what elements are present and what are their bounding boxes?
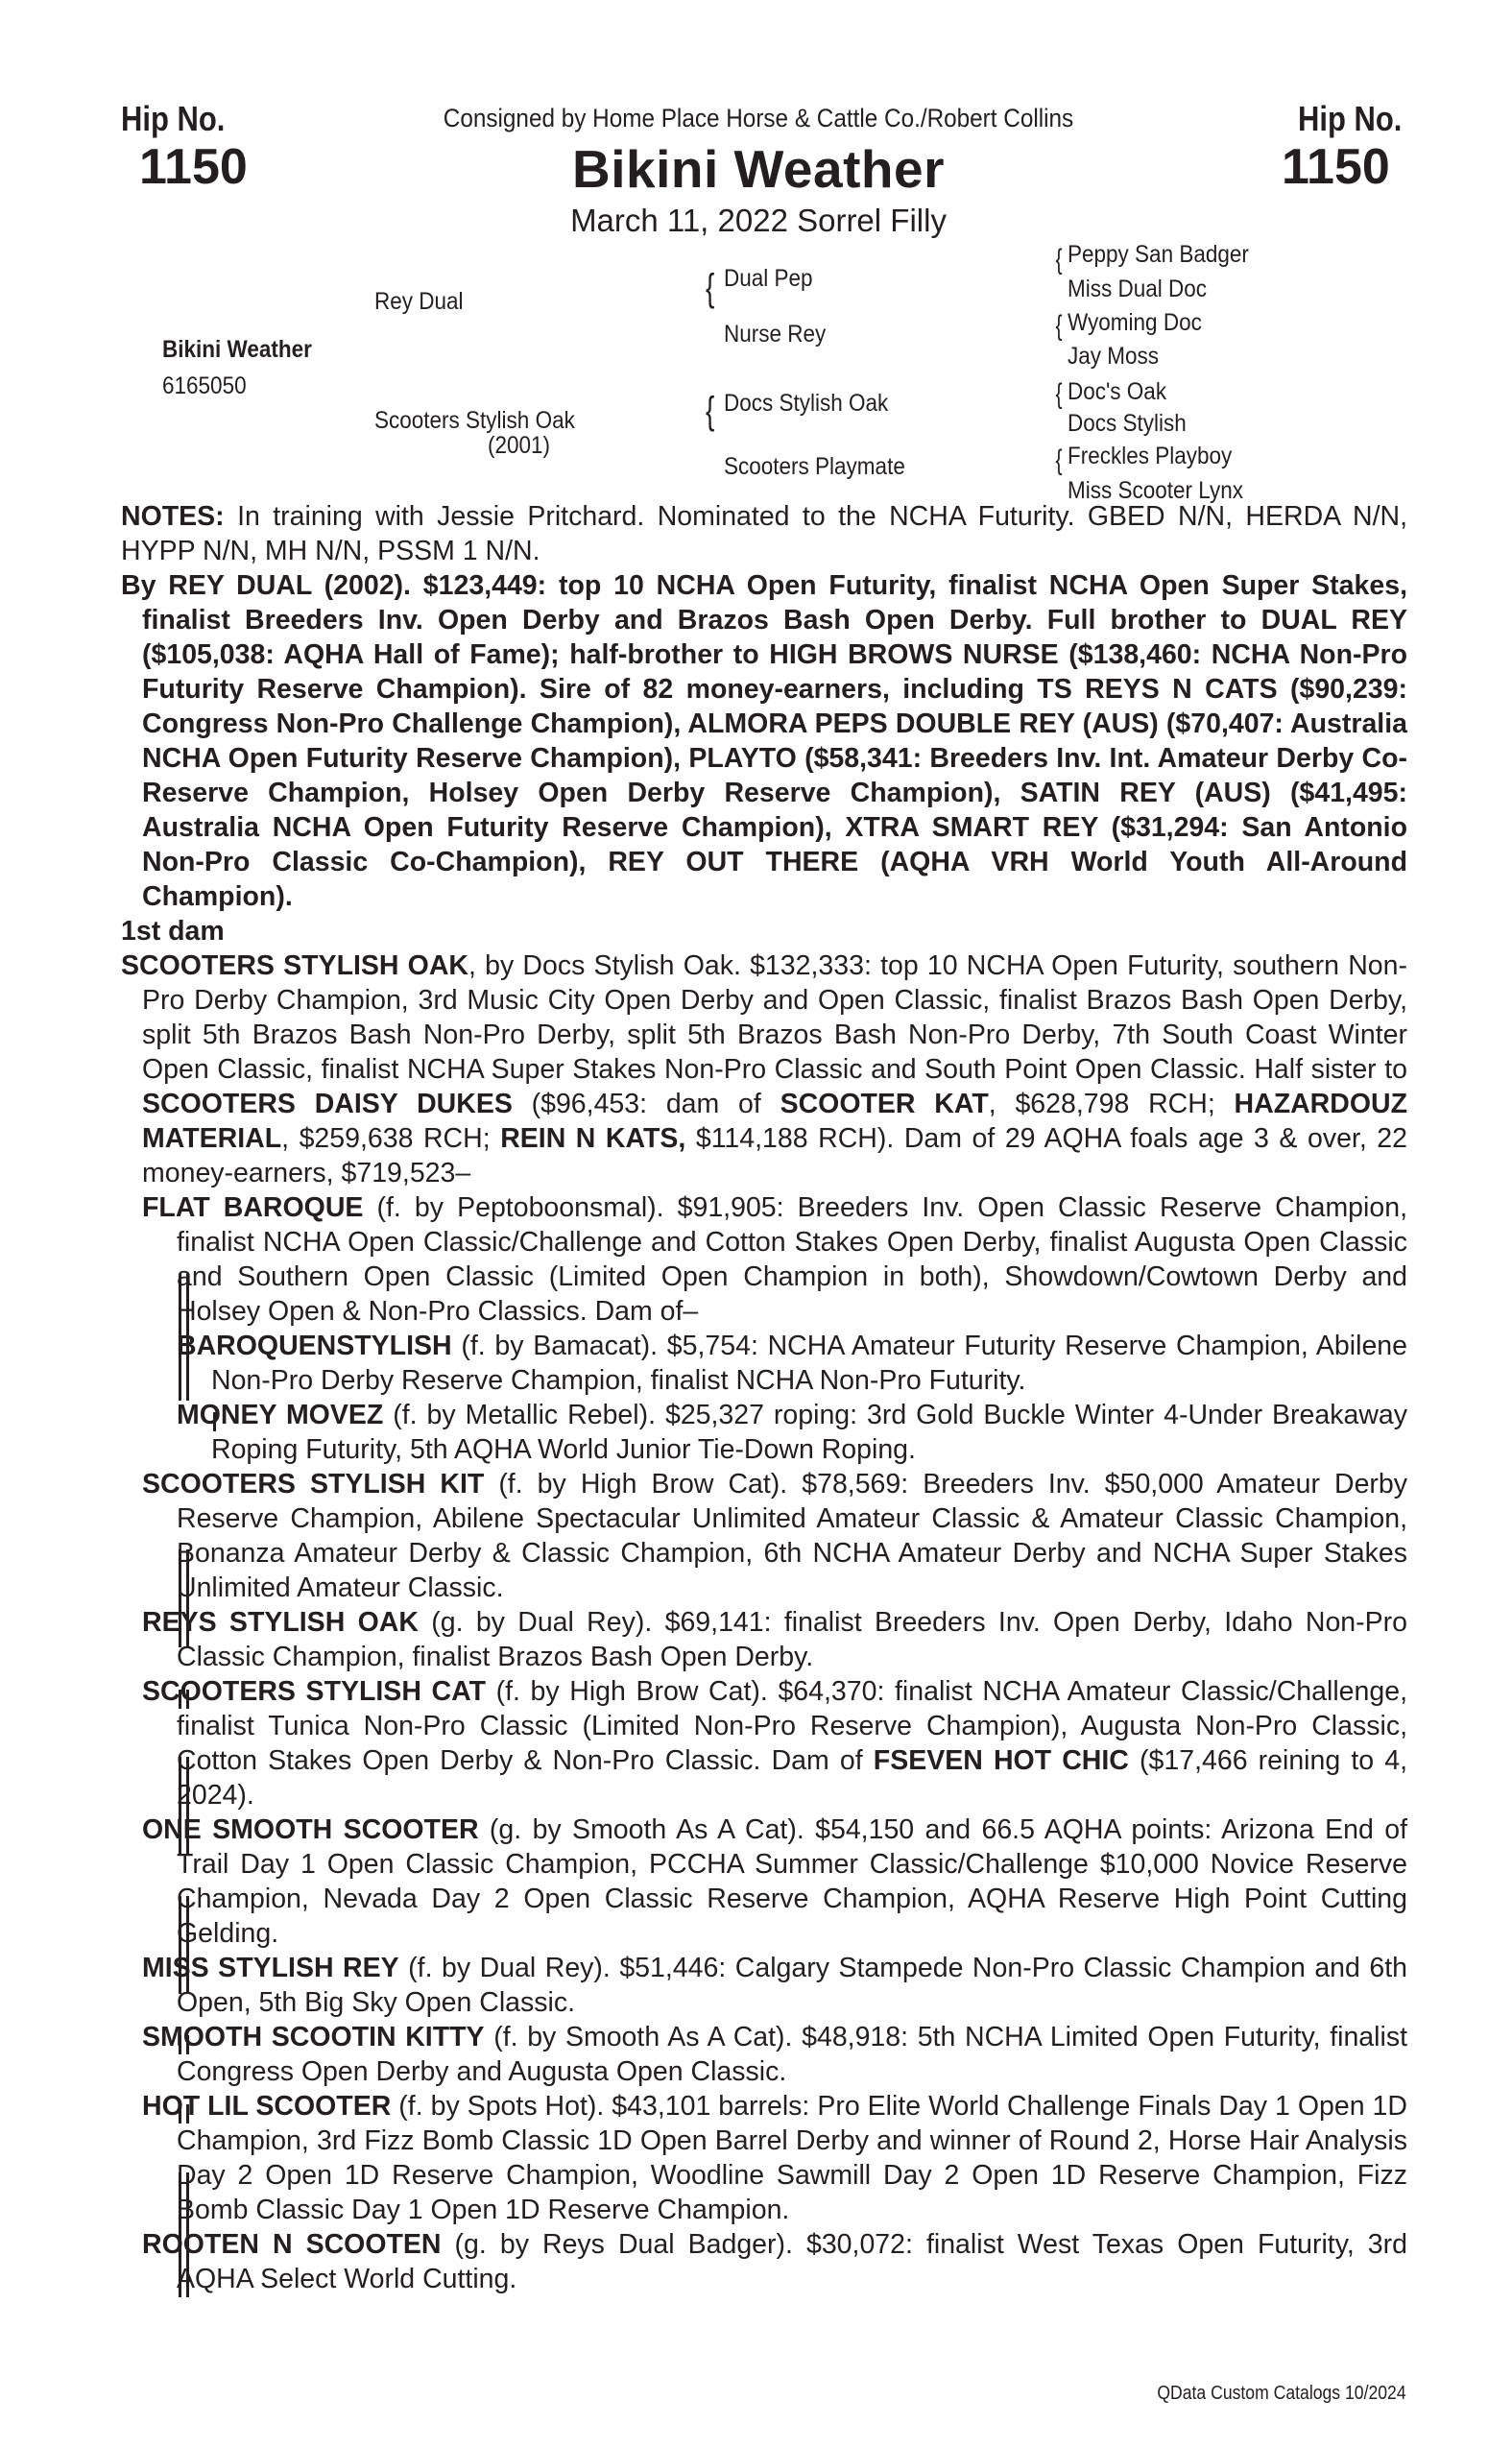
- pedigree-g4: Jay Moss: [1068, 343, 1160, 370]
- notes-text: In training with Jessie Pritchard. Nominated to the NCHA Futurity. GBED N/N, HERDA N/N, HYPP N/N, MH N/N, PSSM 1 N/N.: [121, 501, 1408, 566]
- pedigree-dam-dam: Scooters Playmate: [724, 453, 905, 480]
- pedigree-horse-name: Bikini Weather: [162, 336, 312, 363]
- pedigree-sire-dam: Nurse Rey: [724, 321, 827, 348]
- offspring-entry: [121, 1812, 1407, 1951]
- sire-paragraph: By REY DUAL (2002). $123,449: top 10 NCHA Open Futurity, finalist NCHA Open Super Stakes, finalist Breeders Inv. Open Derby and Brazos Bash Open Derby. Full brother to DUAL REY ($105,038: AQHA Hall of Fame); half-brother to HIGH BROWS NURSE ($138,460: NCHA Non-Pro Futurity Reserve Champion). Sire of 82 money-earners, including TS REYS N CATS ($90,239: Congress Non-Pro Challenge Champion), ALMORA PEPS DOUBLE REY (AUS) ($70,407: Australia NCHA Open Futurity Reserve Champion), PLAYTO ($58,341: Breeders Inv. Int. Amateur Derby Co-Reserve Champion, Holsey Open Derby Reserve Champion), SATIN REY (AUS) ($41,495: Australia NCHA Open Futurity Reserve Champion), XTRA SMART REY ($31,294: San Antonio Non-Pro Classic Co-Champion), REY OUT THERE (AQHA VRH World Youth All-Around Champion).: [121, 570, 1407, 912]
- offspring-record: (g. by Reys Dual Badger). $30,072: finalist West Texas Open Futurity, 3rd AQHA Select World Cutting.: [177, 2229, 1408, 2294]
- offspring-entry: [121, 2020, 1407, 2089]
- first-dam-text: $114,188 RCH). Dam of 29 AQHA foals age 3 & over, 22 money-earners, $719,523–: [142, 1123, 1407, 1188]
- pedigree-g5: Doc's Oak: [1068, 378, 1167, 405]
- offspring-record: (f. by Bamacat). $5,754: NCHA Amateur Futurity Reserve Champion, Abilene Non-Pro Derby Reserve Champion, finalist NCHA Non-Pro Futurity.: [211, 1331, 1407, 1396]
- pedigree-sire: Rey Dual: [374, 288, 464, 315]
- first-dam-name: SCOOTERS STYLISH OAK: [121, 950, 469, 981]
- offspring-entry: [121, 1467, 1407, 1605]
- offspring-entry: [121, 1605, 1407, 1674]
- pedigree-dam-sire: Docs Stylish Oak: [724, 390, 889, 417]
- pedigree-g1: Peppy San Badger: [1068, 241, 1249, 268]
- pedigree-g3: Wyoming Doc: [1068, 309, 1202, 336]
- half-sister-name: SCOOTERS DAISY DUKES: [142, 1089, 513, 1119]
- notes-label: NOTES:: [121, 501, 225, 532]
- offspring-entry: [121, 1674, 1407, 1812]
- notes-paragraph: [121, 499, 1407, 568]
- offspring-record: (f. by Spots Hot). $43,101 barrels: Pro Elite World Challenge Finals Day 1 Open 1D Champion, 3rd Fizz Bomb Classic 1D Open Barrel Derby and winner of Round 2, Horse Hair Analysis Day 2 Open 1D Reserve Champion, Woodline Sawmill Day 2 Open 1D Reserve Champion, Fizz Bomb Classic Day 1 Open 1D Reserve Champion.: [177, 2091, 1407, 2225]
- brace-icon: {: [1055, 310, 1063, 342]
- offspring-record: (f. by Peptoboonsmal). $91,905: Breeders Inv. Open Classic Reserve Champion, finalist NCHA Open Classic/Challenge and Cotton Stakes Open Derby, finalist Augusta Open Classic and Southern Open Classic (Limited Open Champion in both), Showdown/Cowtown Derby and Holsey Open & Non-Pro Classics. Dam of–: [177, 1192, 1407, 1327]
- offspring-name: BAROQUENSTYLISH: [177, 1331, 452, 1361]
- granddam-produce-entry: [121, 1329, 1407, 1398]
- first-dam-text: , $259,638 RCH;: [281, 1123, 501, 1154]
- offspring-record: ($17,466 reining to 4, 2024).: [177, 1745, 1408, 1811]
- brace-icon: {: [706, 267, 715, 309]
- produce-name: HAZARDOUZ MATERIAL: [142, 1089, 1408, 1154]
- hip-number-left: 1150: [139, 139, 248, 195]
- offspring-produce-name: FSEVEN HOT CHIC: [873, 1745, 1129, 1776]
- offspring-name: SMOOTH SCOOTIN KITTY: [142, 2022, 485, 2052]
- registration-number: 6165050: [162, 372, 247, 399]
- offspring-record: (f. by High Brow Cat). $64,370: finalist NCHA Amateur Classic/Challenge, finalist Tunica Non-Pro Classic (Limited Non-Pro Reserve Champion), Augusta Non-Pro Classic, Cotton Stakes Open Derby & Non-Pro Classic. Dam of: [177, 1676, 1407, 1776]
- horse-name-title: Bikini Weather: [571, 139, 946, 199]
- pedigree-dam: Scooters Stylish Oak: [374, 407, 575, 434]
- first-dam-text: , by Docs Stylish Oak. $132,333: top 10 NCHA Open Futurity, southern Non-Pro Derby Champion, 3rd Music City Open Derby and Open Classic, finalist Brazos Bash Open Derby, split 5th Brazos Bash Non-Pro Derby, split 5th Brazos Bash Non-Pro Derby, 7th South Coast Winter Open Classic, finalist NCHA Super Stakes Non-Pro Classic and South Point Open Classic. Half sister to: [142, 950, 1407, 1085]
- offspring-record: (f. by High Brow Cat). $78,569: Breeders Inv. $50,000 Amateur Derby Reserve Champion, Abilene Spectacular Unlimited Amateur Classic & Amateur Classic Champion, Bonanza Amateur Derby & Classic Champion, 6th NCHA Amateur Derby and NCHA Super Stakes Unlimited Amateur Classic.: [177, 1469, 1408, 1603]
- consignor-line: Consigned by Home Place Horse & Cattle Co./Robert Collins: [443, 104, 1074, 132]
- brace-icon: {: [1055, 378, 1063, 410]
- footer-credit: QData Custom Catalogs 10/2024: [1157, 2383, 1406, 2404]
- catalog-body: [121, 499, 1407, 2296]
- offspring-record: (f. by Dual Rey). $51,446: Calgary Stampede Non-Pro Classic Champion and 6th Open, 5th Big Sky Open Classic.: [177, 1953, 1408, 2018]
- brace-icon: {: [1055, 244, 1063, 276]
- offspring-record: (g. by Dual Rey). $69,141: finalist Breeders Inv. Open Derby, Idaho Non-Pro Classic Champion, finalist Brazos Bash Open Derby.: [177, 1607, 1408, 1672]
- offspring-record: (f. by Smooth As A Cat). $48,918: 5th NCHA Limited Open Futurity, finalist Congress Open Derby and Augusta Open Classic.: [177, 2022, 1407, 2087]
- granddam-produce-entry: [121, 1398, 1407, 1467]
- offspring-name: ONE SMOOTH SCOOTER: [142, 1814, 479, 1845]
- offspring-name: SCOOTERS STYLISH CAT: [142, 1676, 486, 1707]
- offspring-name: REYS STYLISH OAK: [142, 1607, 419, 1638]
- offspring-record: (g. by Smooth As A Cat). $54,150 and 66.5 AQHA points: Arizona End of Trail Day 1 Open Classic Champion, PCCHA Summer Classic/Challenge $10,000 Novice Reserve Champion, Nevada Day 2 Open Classic Reserve Champion, AQHA Reserve High Point Cutting Gelding.: [177, 1814, 1407, 1949]
- first-dam-paragraph: [121, 948, 1407, 1190]
- offspring-name: MONEY MOVEZ: [177, 1400, 384, 1430]
- offspring-name: FLAT BAROQUE: [142, 1192, 364, 1223]
- offspring-name: ROOTEN N SCOOTEN: [142, 2229, 442, 2260]
- pedigree-dam-year: (2001): [488, 432, 551, 459]
- hip-label-right: Hip No.: [1298, 99, 1403, 138]
- birth-line: March 11, 2022 Sorrel Filly: [570, 203, 947, 238]
- first-dam-label: 1st dam: [121, 916, 225, 947]
- offspring-name: HOT LIL SCOOTER: [142, 2091, 392, 2122]
- offspring-entry: [121, 2227, 1407, 2296]
- brace-icon: {: [1055, 444, 1063, 476]
- hip-number-right: 1150: [1282, 139, 1390, 195]
- pedigree-g8: Miss Scooter Lynx: [1068, 477, 1243, 504]
- offspring-record: (f. by Metallic Rebel). $25,327 roping: 3rd Gold Buckle Winter 4-Under Breakaway Roping Futurity, 5th AQHA World Junior Tie-Down Roping.: [211, 1400, 1408, 1465]
- produce-name: SCOOTER KAT: [780, 1089, 989, 1119]
- pedigree-g7: Freckles Playboy: [1068, 443, 1233, 469]
- pedigree-g6: Docs Stylish: [1068, 410, 1187, 437]
- offspring-entry: [121, 2089, 1407, 2227]
- pedigree-sire-sire: Dual Pep: [724, 265, 813, 292]
- produce-name: REIN N KATS,: [500, 1123, 686, 1154]
- first-dam-text: ($96,453: dam of: [512, 1089, 780, 1119]
- offspring-name: SCOOTERS STYLISH KIT: [142, 1469, 485, 1500]
- brace-icon: {: [706, 390, 715, 432]
- first-dam-text: , $628,798 RCH;: [988, 1089, 1235, 1119]
- offspring-name: MISS STYLISH REY: [142, 1953, 399, 1983]
- offspring-entry: [121, 1190, 1407, 1329]
- hip-label-left: Hip No.: [121, 99, 226, 138]
- offspring-entry: [121, 1951, 1407, 2020]
- pedigree-g2: Miss Dual Doc: [1068, 276, 1208, 302]
